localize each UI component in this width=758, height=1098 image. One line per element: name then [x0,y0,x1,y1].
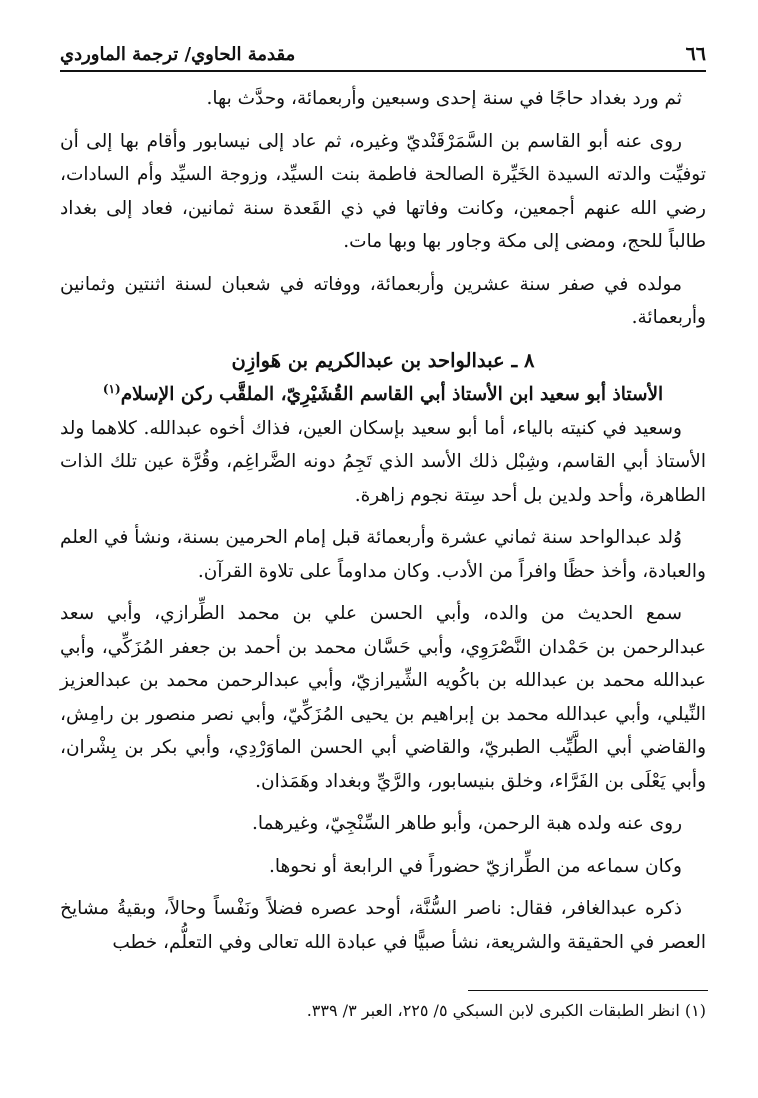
paragraph-hearing: وكان سماعه من الطِّرازيّ حضوراً في الرابعة أو نحوها. [269,855,682,877]
paragraph-kunya: وسعيد في كنيته بالياء، أما أبو سعيد بإسكان العين، فذاك أخوه عبدالله. كلاهما ولد الأستاذ أبي القاسم، وشِبْل ذلك الأسد الذي تَجِمُ دونه الضَّراغِم، وقُرَّة عين تلك الذات الطاهرة، وأحد ولدين بل أحد سِتة نجوم زاهرة. [60,417,706,506]
entry-subheading-text: الأستاذ أبو سعيد ابن الأستاذ أبي القاسم القُشَيْرِيّ، الملقَّب ركن الإسلام [120,383,664,405]
paragraph-hajj: ثم ورد بغداد حاجًا في سنة إحدى وسبعين وأربعمائة، وحدَّث بها. [206,88,682,109]
page-header [60,38,706,70]
entry-heading: ٨ ـ عبدالواحد بن عبدالكريم بن هَوازِن [231,348,535,372]
paragraph-students: روى عنه ولده هبة الرحمن، وأبو طاهر السِّنْجِيّ، وغيرهما. [252,813,682,834]
footnote-ref: (١) [102,381,121,396]
header-rule [60,70,706,72]
page-number: ٦٦ [685,43,706,65]
entry-subheading [60,378,706,412]
page-body [60,82,706,968]
paragraph-birth-death: مولده في صفر سنة عشرين وأربعمائة، ووفاته في شعبان لسنة اثنتين وثمانين وأربعمائة. [60,273,706,328]
footnote-rule [468,990,708,991]
paragraph-birth: وُلد عبدالواحد سنة ثماني عشرة وأربعمائة قبل إمام الحرمين بسنة، ونشأ في العلم والعبادة، وأخذ حظًا وافراً من الأدب. وكان مداوماً على تلاوة القرآن. [60,527,706,582]
footnote: (١) انظر الطبقات الكبرى لابن السبكي ٥/ ٢٢٥، العبر ٣/ ٣٣٩. [306,1001,706,1020]
paragraph-narrators: روى عنه أبو القاسم بن السَّمَرْقَنْديّ وغيره، ثم عاد إلى نيسابور وأقام بها إلى أن توفيِّت والدته السيدة الخَيِّرة الصالحة فاطمة بنت السيِّد، وزوجة السيِّد وأم السادات، رضي الله عنهم أجمعين، وكانت وفاتها في ذي القَعدة سنة ثمانين، فعاد إلى بغداد طالباً للحج، ومضى إلى مكة وجاور بها وبها مات. [60,130,706,252]
paragraph-teachers: سمع الحديث من والده، وأبي الحسن علي بن محمد الطِّرازي، وأبي سعد عبدالرحمن بن حَمْدان النَّصْرَوِي، وأبي حَسَّان محمد بن أحمد بن جعفر المُزَكِّي، وأبي عبدالله محمد بن عبدالله بن باكُويه الشِّيرازيّ، وأبي عبدالرحمن محمد بن عبدالعزيز النِّيلي، وأبي عبدالله محمد بن إبراهيم بن يحيى المُزَكِّيّ، وأبي نصر منصور بن رامِش، والقاضي أبي الطَّيِّب الطبريّ، والقاضي أبي الحسن الماوَرْدِي، وأبي بكر بن بِشْران، وأبي يَعْلَى بن الفَرَّاء، وخلق بنيسابور، والرَّيِّ وبغداد وهَمَذان. [60,603,706,792]
running-title: مقدمة الحاوي/ ترجمة الماوردي [60,43,296,65]
paragraph-abdulghafir: ذكره عبدالغافر، فقال: ناصر السُّنَّة، أوحد عصره فضلاً ونَفْساً وحالاً، وبقيةُ مشايخ العصر في الحقيقة والشريعة، نشأ صبيًّا في عبادة الله تعالى وفي التعلُّم، خطب [60,898,706,953]
